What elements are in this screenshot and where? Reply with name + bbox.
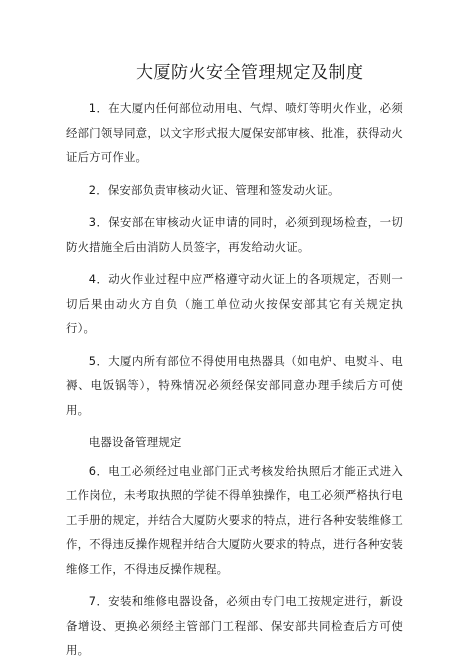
paragraph-7: 7．安装和维修电器设备，必须由专门电工按规定进行，新设备增设、更换必须经主管部门工程部、保安部共同检查后方可使用。 [66,594,403,657]
section-heading: 电器设备管理规定 [88,435,182,449]
paragraph-5: 5．大厦内所有部位不得使用电热器具（如电炉、电熨斗、电褥、电饭锅等），特殊情况必须经保安部同意办理手续后方可使用。 [66,353,403,417]
paragraph-2: 2．保安部负责审核动火证、管理和签发动火证。 [88,182,340,197]
document-title: 大厦防火安全管理规定及制度 [136,63,364,83]
paragraph-4: 4．动火作业过程中应严格遵守动火证上的各项规定，否则一切后果由动火方自负（施工单位动火按保安部其它有关规定执行）。 [66,272,403,335]
paragraph-1: 1．在大厦内任何部位动用电、气焊、喷灯等明火作业，必须经部门领导同意，以文字形式报大厦保安部审核、批准，获得动火证后方可作业。 [66,101,403,164]
paragraph-3: 3．保安部在审核动火证申请的同时，必须到现场检查，一切防火措施全后由消防人员签字，再发给动火证。 [66,215,403,254]
paragraph-6: 6．电工必须经过电业部门正式考核发给执照后才能正式进入工作岗位，未考取执照的学徒不得单独操作，电工必须严格执行电工手册的规定，并结合大厦防火要求的特点，进行各种安装维修工作，不得违反操作规程并结合大厦防火要求的特点，进行各种安装维修工作，不得违反操作规程。 [66,463,403,576]
